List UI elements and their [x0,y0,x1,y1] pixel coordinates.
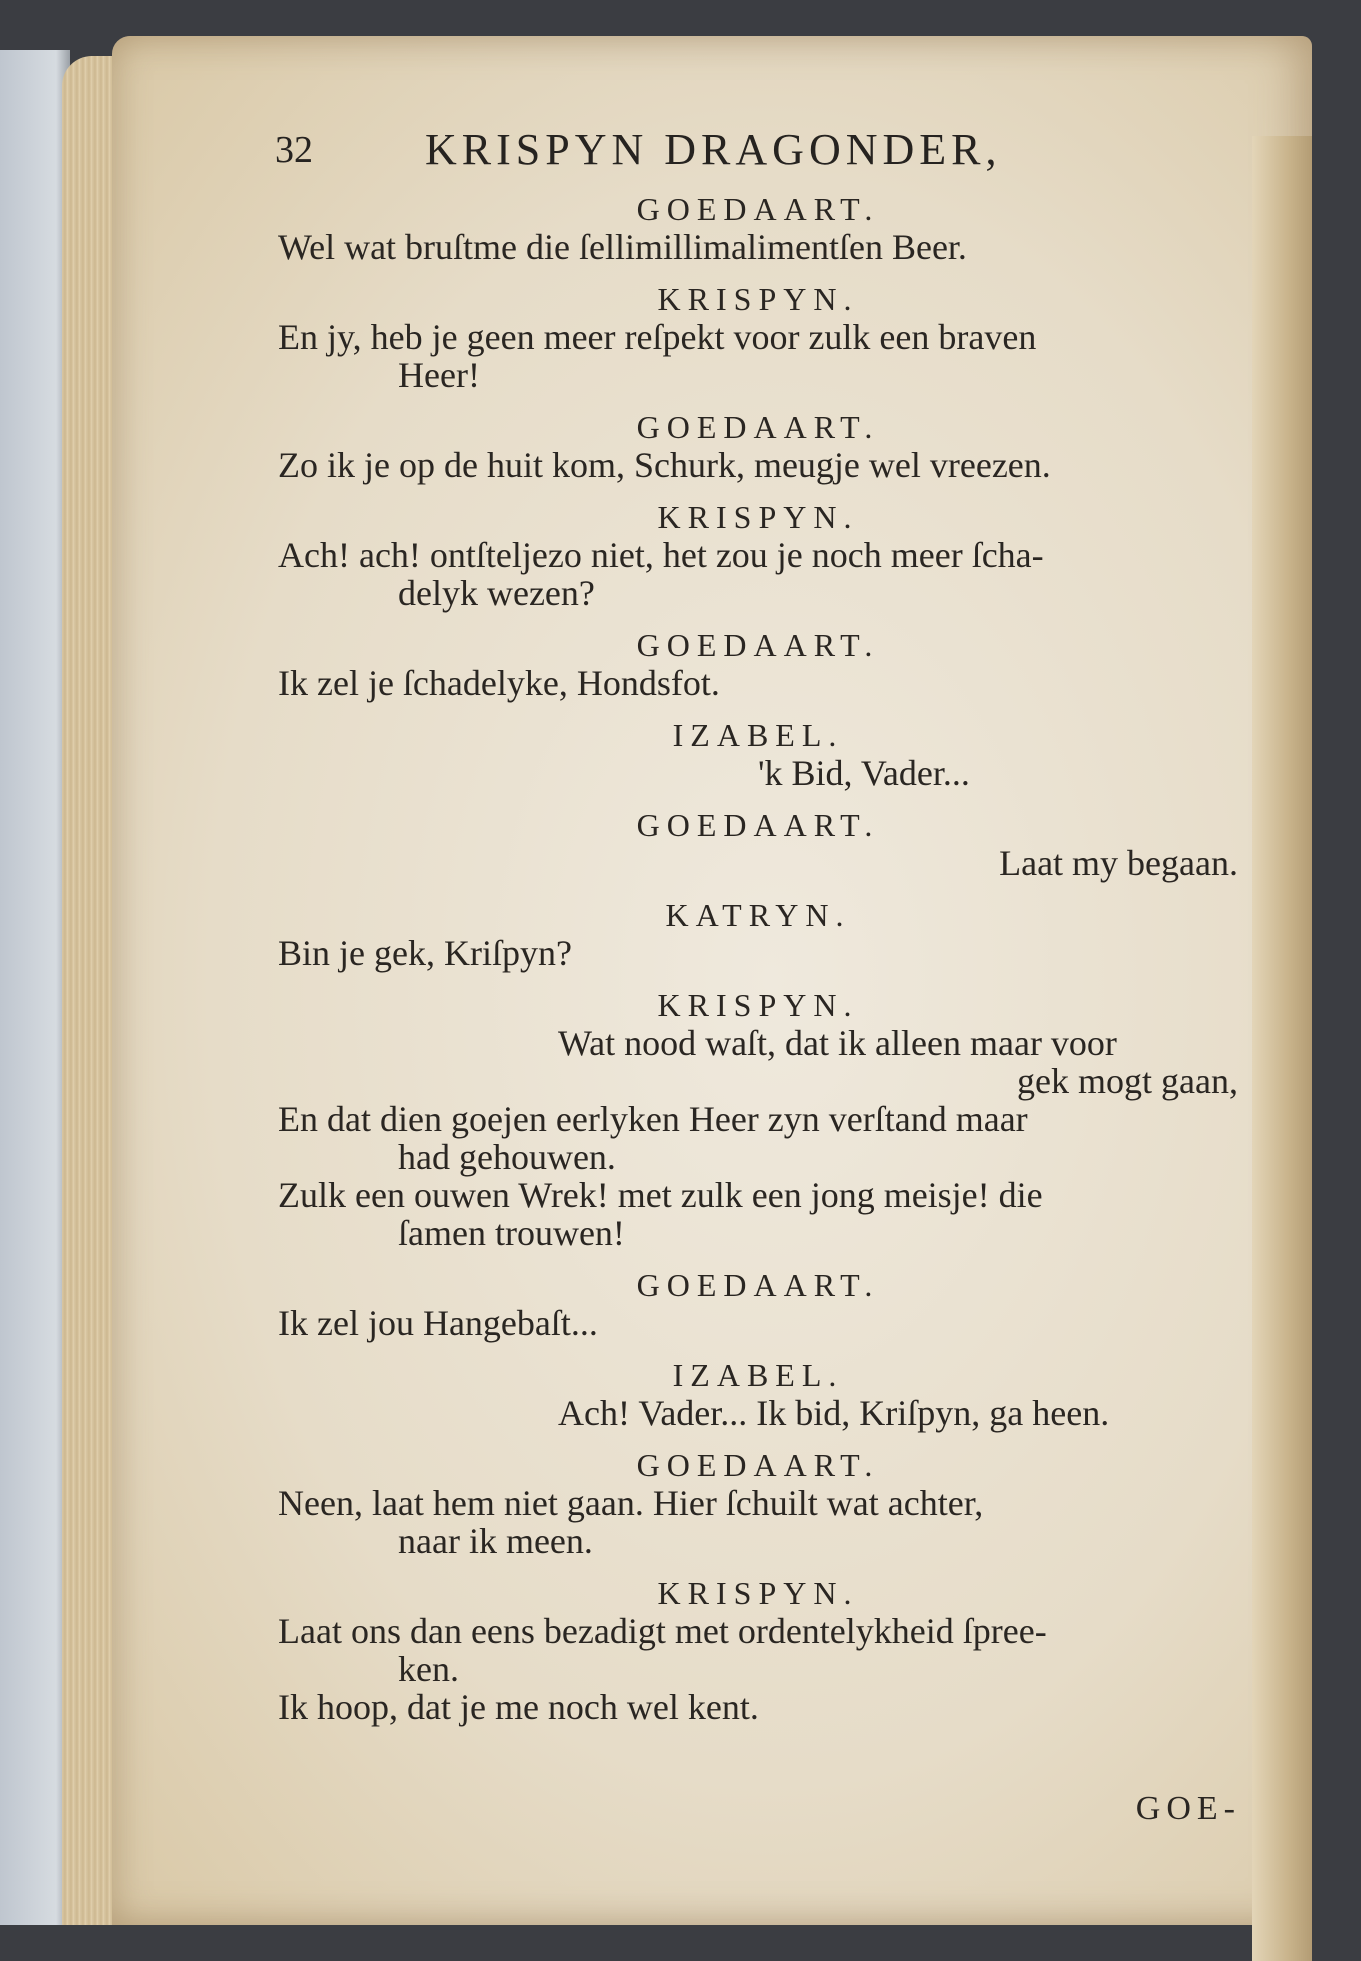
desk-background [0,50,70,1925]
speaker-name: KATRYN. [665,897,851,933]
verse-continuation: Heer! [398,355,480,395]
verse-line: En dat dien goejen eerlyken Heer zyn verſtand maar [278,1099,1028,1139]
verse-line-right: gek mogt gaan, [1017,1061,1238,1101]
speaker-name: GOEDAART. [636,1267,880,1303]
speaker-name: IZABEL. [672,717,844,753]
verse-line: Ik zel jou Hangebaſt... [278,1303,598,1343]
speaker-name: KRISPYN. [657,1575,859,1611]
line-spacer [278,1252,1238,1266]
verse-line: Ik zel je ſchadelyke, Hondsfot. [278,663,720,703]
verse-line: Wel wat bruſtme die ſellimillimalimentſen Beer. [278,227,967,267]
verse-line: En jy, heb je geen meer reſpekt voor zulk een braven [278,317,1037,357]
verse-line: Neen, laat hem niet gaan. Hier ſchuilt wat achter, [278,1483,984,1523]
speaker-name: IZABEL. [672,1357,844,1393]
verse-line: Zo ik je op de huit kom, Schurk, meugje wel vreezen. [278,445,1051,485]
speaker-name: KRISPYN. [657,987,859,1023]
verse-line-right: Laat my begaan. [999,843,1238,883]
verse-line-indented: Ach! Vader... Ik bid, Kriſpyn, ga heen. [558,1393,1110,1433]
verse-line: Laat ons dan eens bezadigt met ordentelykheid ſpree- [278,1611,1047,1651]
speaker-name: GOEDAART. [636,1447,880,1483]
page-number: 32 [275,129,313,171]
verse-continuation: ſamen trouwen! [398,1213,625,1253]
verse-line-indented: 'k Bid, Vader... [758,753,970,793]
line-spacer [278,266,1238,280]
speaker-name: GOEDAART. [636,627,880,663]
verse-line: Zulk een ouwen Wrek! met zulk een jong meisje! die [278,1175,1043,1215]
speaker-name: GOEDAART. [636,807,880,843]
verse-continuation: had gehouwen. [398,1137,616,1177]
verse-continuation: naar ik meen. [398,1521,593,1561]
line-spacer [278,882,1238,896]
line-spacer [278,484,1238,498]
line-spacer [278,1432,1238,1446]
line-spacer [278,1560,1238,1574]
verse-continuation: delyk wezen? [398,573,595,613]
line-spacer [278,394,1238,408]
speaker-name: KRISPYN. [657,499,859,535]
line-spacer [278,792,1238,806]
book-gutter [1252,136,1312,1961]
verse-line: Bin je gek, Kriſpyn? [278,933,572,973]
speaker-name: GOEDAART. [636,409,880,445]
verse-continuation: ken. [398,1649,459,1689]
line-spacer [278,702,1238,716]
line-spacer [278,1342,1238,1356]
line-spacer [278,972,1238,986]
verse-line: Ach! ach! ontſteljezo niet, het zou je noch meer ſcha- [278,535,1044,575]
speaker-name: GOEDAART. [636,191,880,227]
verse-line: Ik hoop, dat je me noch wel kent. [278,1687,759,1727]
line-spacer [278,612,1238,626]
page-header [275,125,1135,188]
catchword: GOE- [1135,1790,1241,1827]
verse-line-indented: Wat nood waſt, dat ik alleen maar voor [558,1023,1117,1063]
speaker-name: KRISPYN. [657,281,859,317]
running-title: KRISPYN DRAGONDER, [425,125,1002,174]
play-text [278,190,1238,1726]
